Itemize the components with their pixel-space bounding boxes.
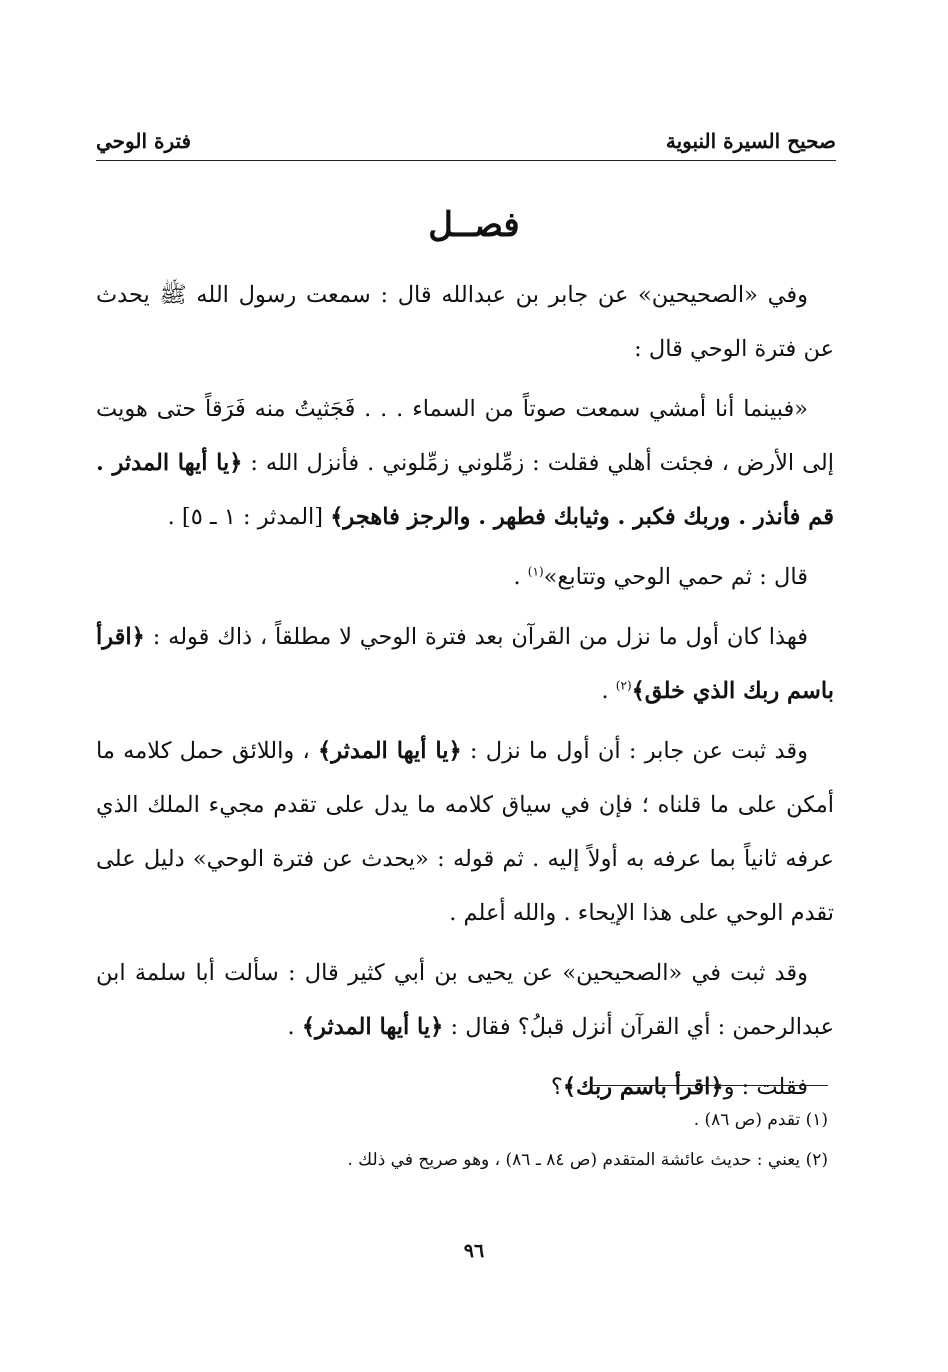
verse-reference: [المدثر : ١ ـ ٥] . bbox=[167, 504, 331, 530]
book-title: صحيح السيرة النبوية bbox=[665, 129, 836, 153]
paragraph-3 bbox=[96, 550, 834, 604]
footnotes bbox=[96, 1100, 828, 1180]
paragraph-5-text: وقد ثبت عن جابر : أن أول ما نزل : bbox=[461, 738, 808, 764]
quran-verse: ﴿يا أيها المدثر﴾ bbox=[318, 738, 462, 764]
paragraph-7-text: فقلت : و bbox=[723, 1074, 808, 1100]
quran-verse: ﴿يا أيها المدثر . قم فأنذر . وربك فكبر . وثيابك فطهر . والرجز فاهجر﴾ bbox=[96, 450, 834, 530]
running-header bbox=[96, 125, 836, 159]
paragraph-5 bbox=[96, 724, 834, 940]
footnote-divider bbox=[590, 1085, 828, 1086]
footnote-marker-2: (٢) bbox=[615, 678, 632, 693]
paragraph-3-end: . bbox=[513, 564, 528, 590]
header-divider bbox=[96, 160, 836, 161]
paragraph-4-end: . bbox=[601, 678, 616, 704]
footnote-marker-1: (١) bbox=[527, 564, 544, 579]
paragraph-1 bbox=[96, 268, 834, 376]
paragraph-3-text: قال : ثم حمي الوحي وتتابع» bbox=[543, 564, 808, 590]
paragraph-6-text: وقد ثبت في «الصحيحين» عن يحيى بن أبي كثير قال : سألت أبا سلمة ابن عبدالرحمن : أي القرآن أنزل قبلُ؟ فقال : bbox=[96, 960, 834, 1040]
paragraph-4 bbox=[96, 610, 834, 718]
quran-verse: ﴿يا أيها المدثر﴾ bbox=[301, 1014, 444, 1040]
footnote-2: (٢) يعني : حديث عائشة المتقدم (ص ٨٤ ـ ٨٦) ، وهو صريح في ذلك . bbox=[347, 1150, 828, 1170]
paragraph-6 bbox=[96, 946, 834, 1054]
quran-verse: ﴿اقرأ باسم ربك﴾ bbox=[562, 1074, 724, 1100]
paragraph-7-end: ؟ bbox=[550, 1074, 563, 1100]
page-number: ٩٦ bbox=[463, 1240, 485, 1262]
footnote-1: (١) تقدم (ص ٨٦) . bbox=[693, 1110, 828, 1130]
paragraph-2 bbox=[96, 382, 834, 544]
chapter-title: فترة الوحي bbox=[96, 129, 192, 153]
quran-verse: ﴿اقرأ باسم ربك الذي خلق﴾ bbox=[96, 624, 834, 704]
body-text bbox=[96, 268, 834, 1120]
paragraph-4-text: فهذا كان أول ما نزل من القرآن بعد فترة الوحي لا مطلقاً ، ذاك قوله : bbox=[144, 624, 808, 650]
paragraph-6-end: . bbox=[287, 1014, 302, 1040]
paragraph-1-text: وفي «الصحيحين» عن جابر بن عبدالله قال : سمعت رسول الله ﷺ يحدث عن فترة الوحي قال : bbox=[96, 282, 834, 362]
paragraph-5-continuation: ، واللائق حمل كلامه ما أمكن على ما قلناه ؛ فإن في سياق كلامه ما يدل على تقدم مجيء الملك الذي عرفه ثانياً بما عرفه به أولاً إليه . ثم قوله : «يحدث عن فترة الوحي» دليل على تقدم الوحي على هذا الإيحاء . والله أعلم . bbox=[96, 738, 834, 926]
section-title: فصــل bbox=[428, 205, 520, 245]
paragraph-2-text: «فبينما أنا أمشي سمعت صوتاً من السماء . . . فَجَثيتُ منه فَرَقاً حتى هويت إلى الأرض ، فجئت أهلي فقلت : زمِّلوني زمِّلوني . فأنزل الله : bbox=[96, 396, 834, 476]
